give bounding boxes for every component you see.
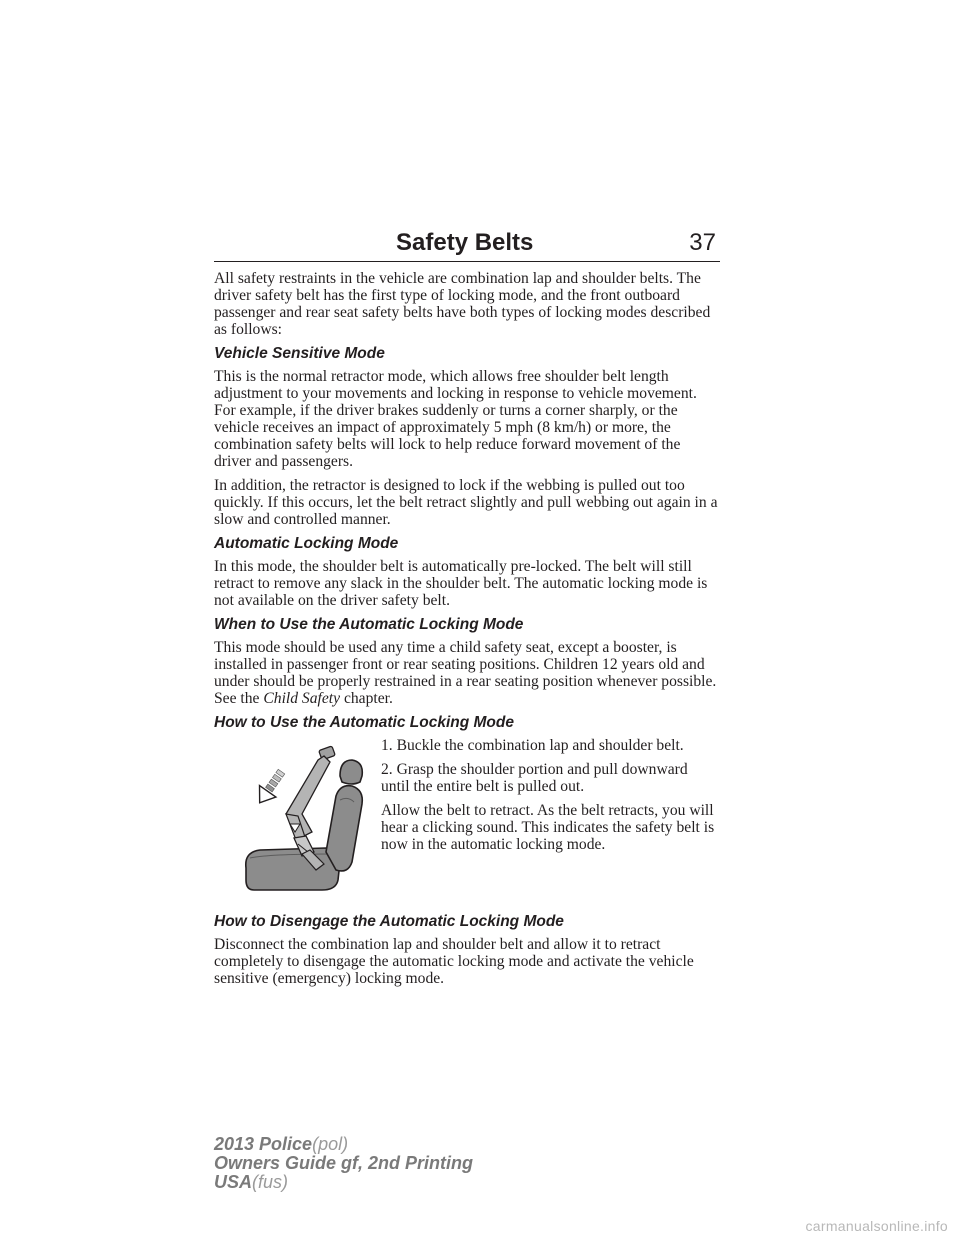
page-number: 37 <box>689 229 716 256</box>
step-2: 2. Grasp the shoulder portion and pull downward until the entire belt is pulled out. <box>381 761 688 795</box>
how-to-disengage-paragraph: Disconnect the combination lap and shoulder belt and allow it to retract completely to disengage the automatic locking mode and activate the vehicle sensitive (emergency) locking mode. <box>214 936 694 987</box>
child-safety-reference: Child Safety <box>263 690 341 707</box>
heading-vehicle-sensitive-mode: Vehicle Sensitive Mode <box>214 345 385 362</box>
step-1: 1. Buckle the combination lap and shoulder belt. <box>381 737 684 754</box>
page-header <box>214 228 720 262</box>
vehicle-sensitive-paragraph-2: In addition, the retractor is designed to lock if the webbing is pulled out too quickly. If this occurs, let the belt retract slightly and pull webbing out again in a slow and controlled manner. <box>214 477 718 528</box>
intro-paragraph: All safety restraints in the vehicle are combination lap and shoulder belts. The driver safety belt has the first type of locking mode, and the front outboard passenger and rear seat safety belts have both types of locking modes described as follows: <box>214 270 711 338</box>
footer-market: USA <box>214 1172 253 1192</box>
step-3: Allow the belt to retract. As the belt retracts, you will hear a clicking sound. This indicates the safety belt is now in the automatic locking mode. <box>381 802 715 853</box>
heading-how-to-use: How to Use the Automatic Locking Mode <box>214 714 514 731</box>
heading-when-to-use: When to Use the Automatic Locking Mode <box>214 616 524 633</box>
when-to-use-paragraph <box>214 639 720 707</box>
footer-market-code: (fus) <box>252 1172 289 1192</box>
section-title: Safety Belts <box>396 229 534 256</box>
footer-model-code: (pol) <box>312 1134 349 1154</box>
footer-line-1 <box>214 1135 473 1154</box>
footer-line-2: Owners Guide gf, 2nd Printing <box>214 1153 474 1173</box>
document-footer <box>214 1135 473 1192</box>
footer-model: 2013 Police <box>214 1134 313 1154</box>
vehicle-sensitive-paragraph-1: This is the normal retractor mode, which allows free shoulder belt length adjustment to your movements and locking in response to vehicle movement. For example, if the driver brakes suddenly or turns a corner sharply, or the vehicle receives an impact of approximately 5 mph (8 km/h) or more, the combination safety belts will lock to help reduce forward movement of the driver and passengers. <box>214 368 697 470</box>
when-to-use-text: This mode should be used any time a child safety seat, except a booster, is installed in passenger front or rear seating positions. Children 12 years old and under should be properly restrained in a rear seating position whenever possible. See the <box>214 639 717 707</box>
page-content <box>214 270 720 994</box>
header-rule <box>214 261 720 262</box>
watermark: carmanualsonline.info <box>805 1218 948 1234</box>
automatic-locking-paragraph: In this mode, the shoulder belt is automatically pre-locked. The belt will still retract to remove any slack in the shoulder belt. The automatic locking mode is not available on the driver safety belt. <box>214 558 708 609</box>
heading-how-to-disengage: How to Disengage the Automatic Locking Mode <box>214 913 564 930</box>
step-text-column <box>381 737 720 860</box>
how-to-use-steps <box>214 737 720 907</box>
footer-line-3 <box>214 1173 473 1192</box>
heading-automatic-locking-mode: Automatic Locking Mode <box>214 535 399 552</box>
when-to-use-text-end: chapter. <box>340 690 393 707</box>
seat-belt-illustration <box>240 740 366 900</box>
